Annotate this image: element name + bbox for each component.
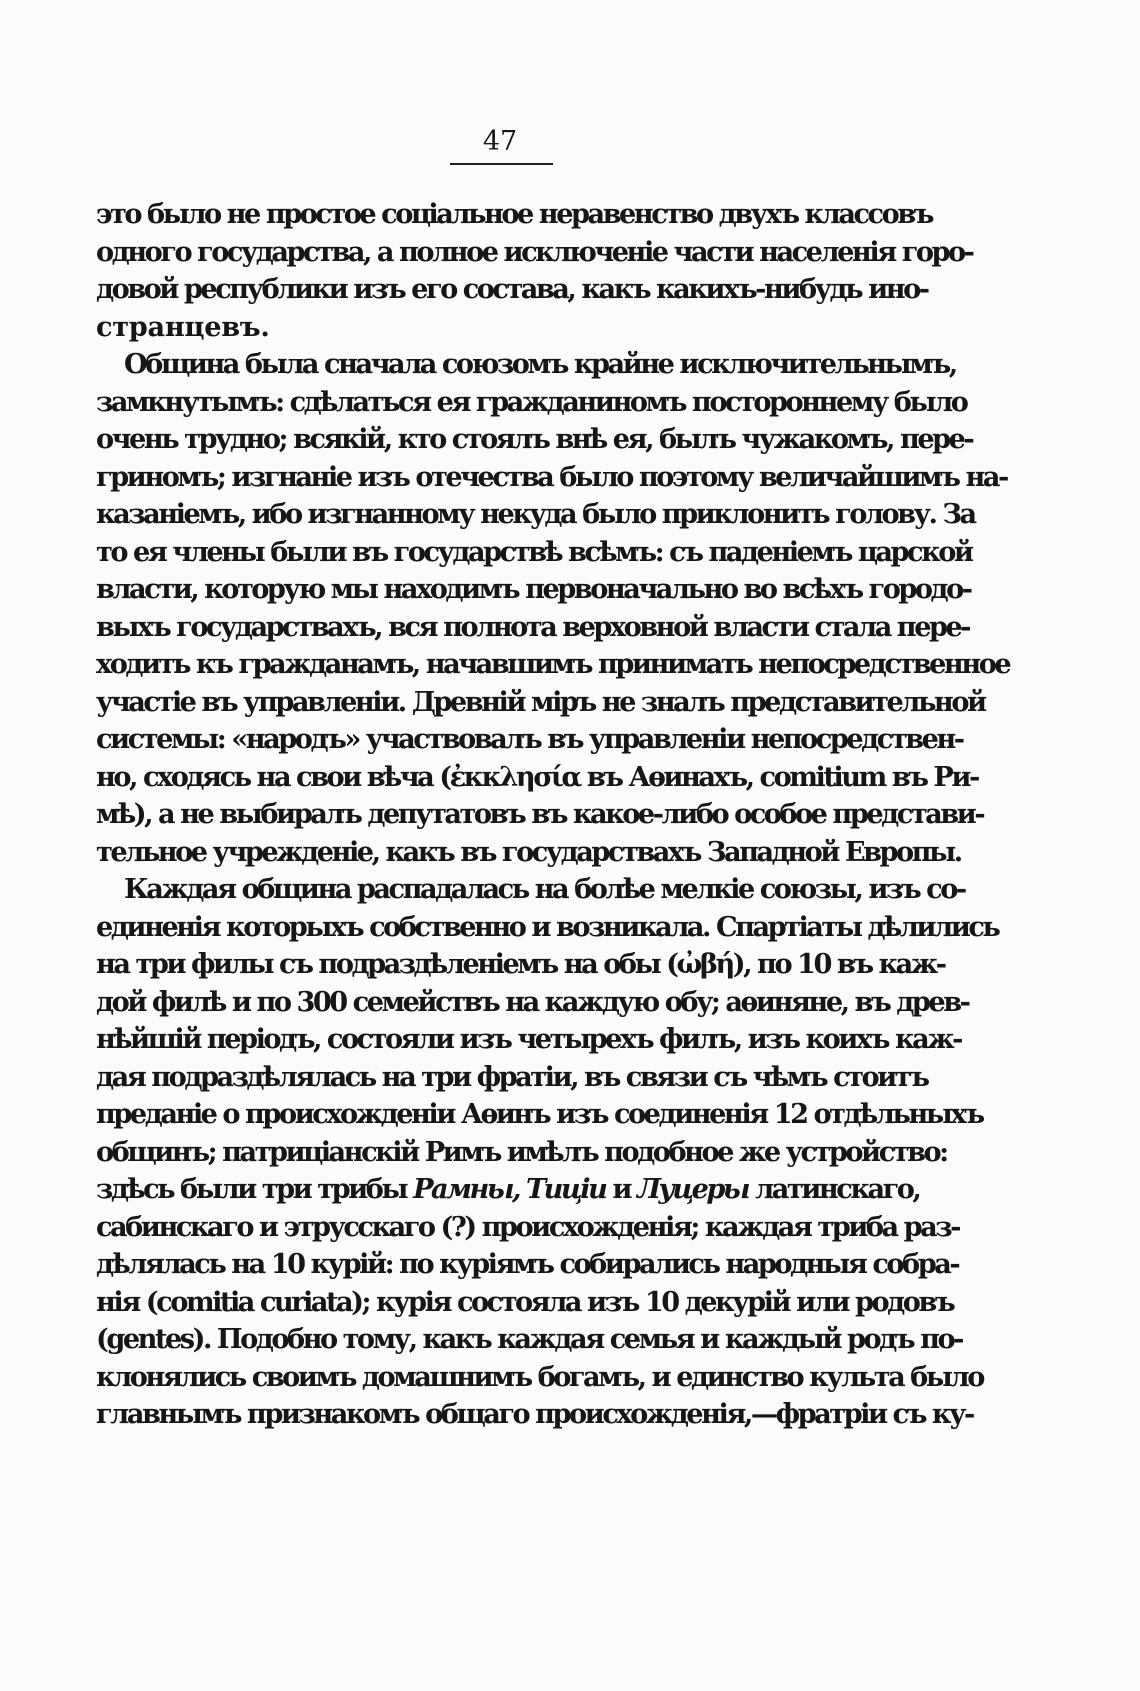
tribe-name-titsii: Тиціи: [525, 1173, 606, 1205]
page-number: 47: [482, 126, 518, 157]
paragraph: [96, 871, 999, 1434]
text-fragment: латинскаго,: [748, 1173, 920, 1205]
text-line: общинъ; патриціанскій Римъ имѣлъ подобное же устройство:: [96, 1135, 947, 1168]
text-line: участіе въ управленіи. Древній міръ не зналъ представительной: [96, 685, 985, 718]
text-line: довой республики изъ его состава, какъ какихъ-нибудь ино-: [96, 273, 928, 305]
text-line: нѣйшій періодъ, состояли изъ четырехъ филъ, изъ коихъ каж-: [96, 1023, 961, 1055]
text-line: нія (comitia curiata); курія состояла изъ 10 декурій или родовъ: [96, 1285, 954, 1318]
text-line: клонялись своимъ домашнимъ богамъ, и единство культа было: [96, 1360, 983, 1393]
text-line: но, сходясь на свои вѣча (ἐκκλησία въ Аѳинахъ, comitium въ Ри-: [96, 760, 978, 793]
text-line: это было не простое соціальное неравенство двухъ классовъ: [96, 198, 932, 230]
text-line: странцевъ.: [96, 310, 270, 343]
text-line: на три филы съ подраздѣленіемъ на обы (ὠβή), по 10 въ каж-: [96, 948, 945, 980]
paragraph: [96, 346, 1010, 871]
text-line: замкнутымъ: сдѣлаться ея гражданиномъ постороннему было: [96, 385, 967, 418]
text-line: единенія которыхъ собственно и возникала. Спартіаты дѣлились: [96, 910, 999, 943]
text-fragment: и: [605, 1173, 637, 1205]
text-line: Каждая община распадалась на болѣе мелкіе союзы, изъ со-: [124, 873, 965, 905]
page-text: [96, 196, 1010, 1434]
text-line: выхъ государствахъ, вся полнота верховной власти стала пере-: [96, 610, 970, 643]
paragraph: [96, 196, 973, 346]
text-line: главнымъ признакомъ общаго происхожденія,—фратріи съ ку-: [96, 1398, 973, 1430]
tribe-name-ramny: Рамны,: [413, 1173, 519, 1205]
text-line: (gentes). Подобно тому, какъ каждая семья и каждый родъ по-: [96, 1323, 962, 1355]
text-line-tribes: [96, 1171, 920, 1209]
text-line: тельное учрежденіе, какъ въ государствахъ Западной Европы.: [96, 835, 961, 868]
text-line: ходить къ гражданамъ, начавшимъ принимать непосредственное: [96, 648, 1010, 680]
text-line: то ея члены были въ государствѣ всѣмъ: съ паденіемъ царской: [96, 535, 972, 568]
text-line: гриномъ; изгнаніе изъ отечества было поэтому величайшимъ на-: [96, 460, 1007, 493]
page-number-rule: [450, 163, 553, 165]
text-line: власти, которую мы находимъ первоначально во всѣхъ городо-: [96, 573, 971, 605]
text-line: Община была сначала союзомъ крайне исключительнымъ,: [124, 348, 956, 380]
text-line: казаніемъ, ибо изгнанному некуда было приклонить голову. За: [96, 498, 975, 530]
text-line: дая подраздѣлялась на три фратіи, въ связи съ чѣмъ стоитъ: [96, 1060, 928, 1093]
text-line: мѣ), а не выбиралъ депутатовъ въ какое-либо особое представи-: [96, 798, 984, 830]
text-line: системы: «народъ» участвовалъ въ управленіи непосредствен-: [96, 723, 963, 755]
text-fragment: здѣсь были три трибы: [96, 1173, 414, 1205]
tribe-name-lutsery: Луцеры: [636, 1173, 749, 1205]
text-line: преданіе о происхожденіи Аѳинъ изъ соединенія 12 отдѣльныхъ: [96, 1098, 983, 1130]
text-line: очень трудно; всякій, кто стоялъ внѣ ея, былъ чужакомъ, пере-: [96, 423, 973, 455]
text-line: одного государства, а полное исключеніе части населенія горо-: [96, 235, 973, 268]
text-fragment: [519, 1173, 526, 1205]
text-line: дой филѣ и по 300 семействъ на каждую обу; аѳиняне, въ древ-: [96, 985, 969, 1018]
text-line: дѣлялась на 10 курій: по куріямъ собирались народныя собра-: [96, 1248, 959, 1280]
text-line: сабинскаго и этрусскаго (?) происхожденія; каждая триба раз-: [96, 1210, 959, 1243]
